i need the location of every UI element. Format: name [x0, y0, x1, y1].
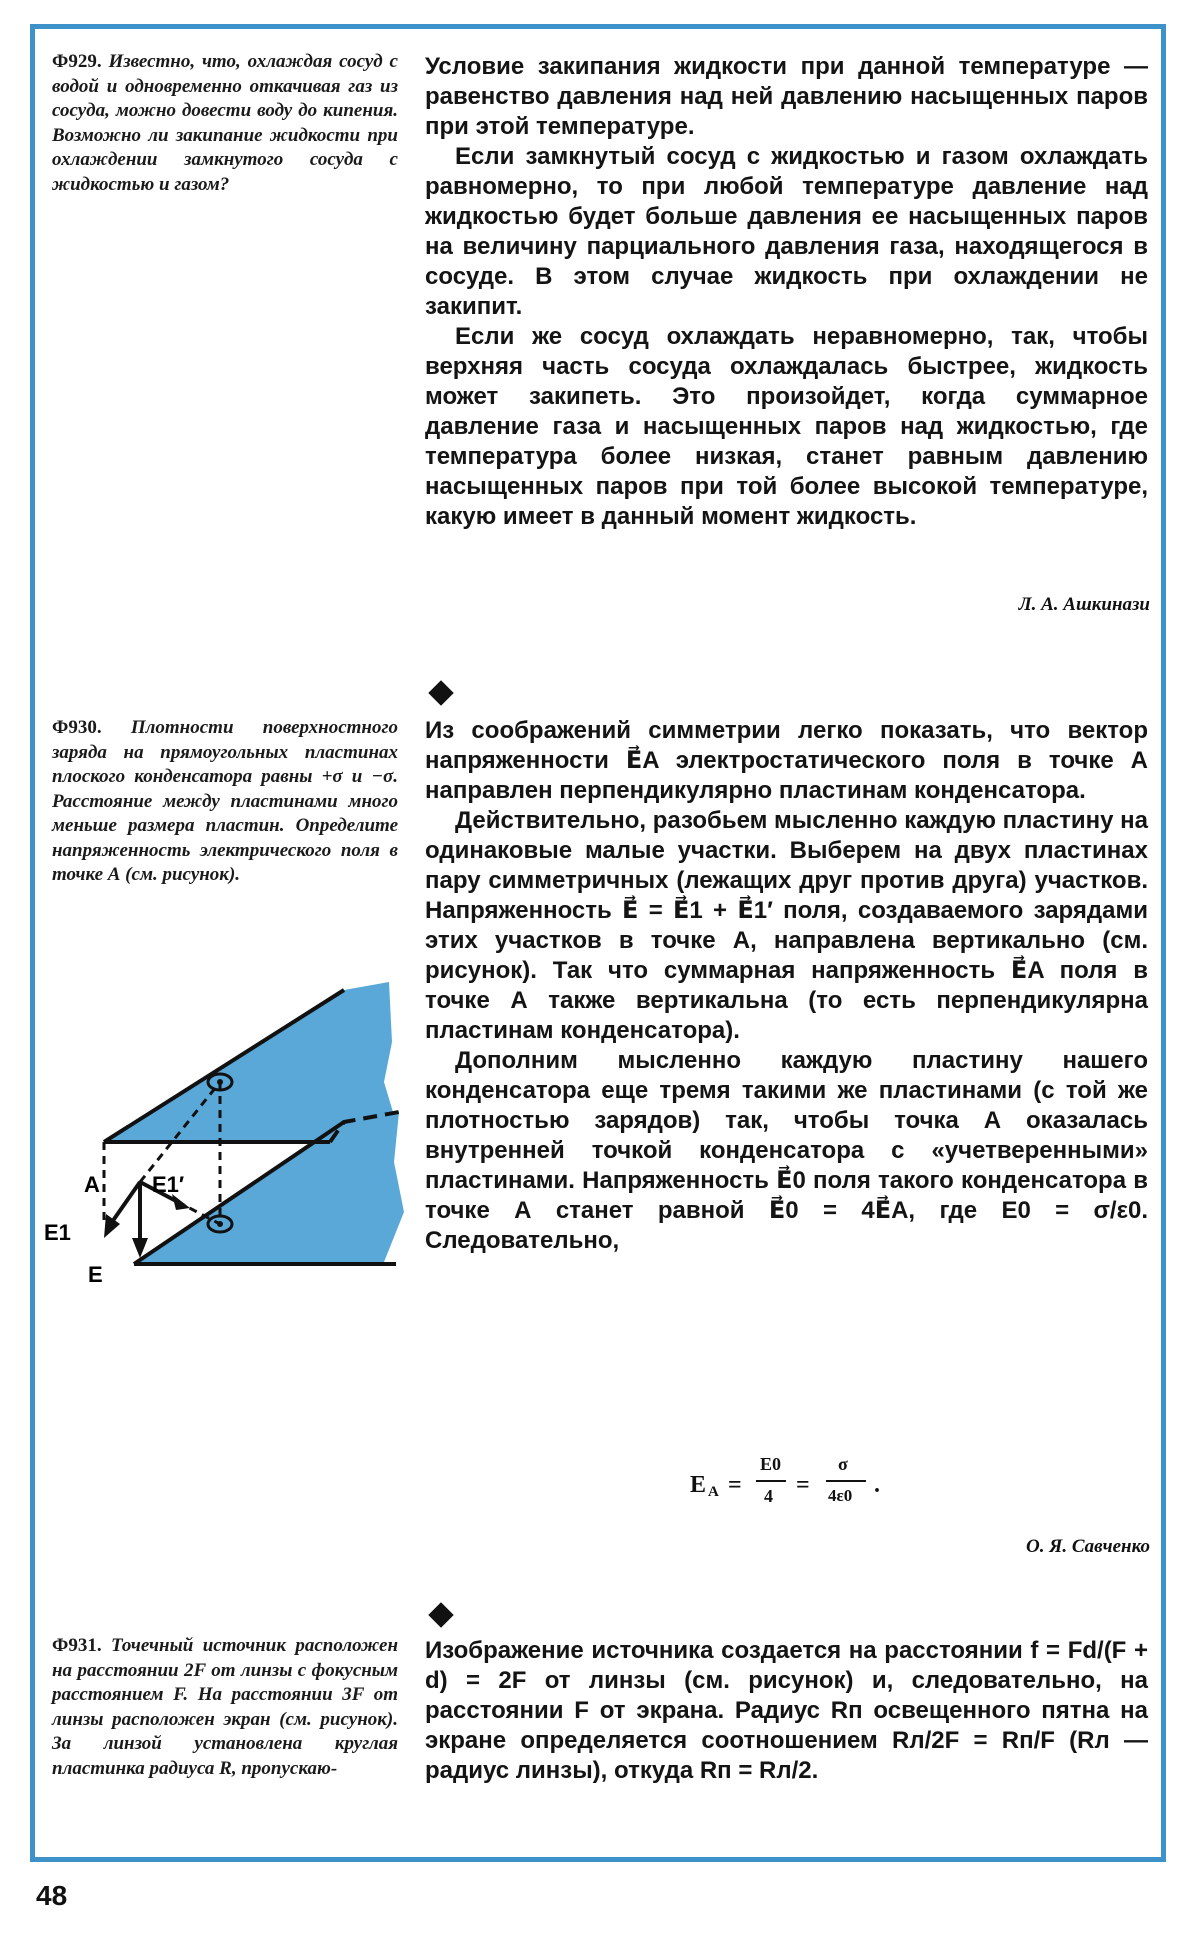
problem-f930 — [52, 716, 398, 888]
problem-f929 — [52, 50, 398, 197]
formula-denominator: 4 — [764, 1486, 773, 1506]
answer-paragraph: Из соображений симметрии легко показать, что вектор напряженности E⃗A электростатического поля в точке А направлен перпендикулярно пластинам конденсатора. — [425, 717, 1148, 804]
label-e: E — [88, 1262, 103, 1287]
problem-question: Плотности поверхностного заряда на прямоугольных пластинах плоского конденсатора равны +σ и −σ. Расстояние между пластинами много меньше размера пластин. Определите напряженность электрического поля в точке А (см. рисунок). — [52, 717, 398, 885]
label-e1-prime: E1′ — [152, 1172, 185, 1197]
problem-number: Ф931. — [52, 1635, 102, 1656]
answer-f930 — [425, 716, 1148, 1256]
problem-number: Ф929. — [52, 51, 102, 72]
problem-question: Известно, что, охлаждая сосуд с водой и одновременно откачивая газ из сосуда, можно довести воду до кипения. Возможно ли закипание жидкости при охлаждении замкнутого сосуда с жидкостью и газом? — [52, 51, 398, 195]
label-e1: E1 — [44, 1220, 71, 1245]
formula-numerator: σ — [838, 1454, 848, 1474]
page-number: 48 — [36, 1880, 68, 1911]
answer-f931 — [425, 1636, 1148, 1786]
formula-numerator: E0 — [760, 1454, 782, 1474]
author-f930: О. Я. Савченко — [1026, 1536, 1150, 1557]
answer-paragraph: Если же сосуд охлаждать неравномерно, так, чтобы верхняя часть сосуда охлаждалась быстрее, жидкость может закипеть. Это произойдет, когда суммарное давление газа и насыщенных паров над жидкостью, где температура более низкая, станет равным давлению насыщенных паров при той более высокой температуре, какую имеет в данный момент жидкость. — [425, 323, 1148, 530]
upper-plate — [104, 982, 396, 1142]
formula-denominator: 4ε0 — [828, 1486, 853, 1505]
answer-paragraph: Изображение источника создается на расстоянии f = Fd/(F + d) = 2F от линзы (см. рисунок) и, следовательно, на расстоянии F от экрана. Радиус Rп освещенного пятна на экране определяется соотношением Rл/2F = Rп/F (Rл — радиус линзы), откуда Rп = Rл/2. — [425, 1637, 1148, 1784]
answer-f929 — [425, 52, 1148, 532]
answer-paragraph: Действительно, разобьем мысленно каждую пластину на одинаковые малые участки. Выберем на двух пластинах пару симметричных (лежащих друг против друга) участков. Напряженность E⃗ = E⃗1 + E⃗1′ поля, создаваемого зарядами этих участков в точке А, направлена вертикально (см. рисунок). Так что суммарная напряженность E⃗A поля в точке А также вертикальна (то есть перпендикулярна пластинам конденсатора). — [425, 807, 1148, 1044]
vector-e1 — [112, 1182, 140, 1222]
formula-equals: = — [796, 1472, 810, 1498]
capacitor-figure — [44, 982, 404, 1302]
author-f929: Л. А. Ашкинази — [1018, 594, 1150, 615]
answer-paragraph: Дополним мысленно каждую пластину нашего конденсатора еще тремя такими же пластинами (с той же плотностью зарядов) так, чтобы точка А оказалась внутренней точкой конденсатора с «учетверенными» пластинами. Напряженность E⃗0 поля такого конденсатора в точке А станет равной E⃗0 = 4E⃗A, где E0 = σ/ε0. Следовательно, — [425, 1047, 1148, 1254]
formula-equals: = — [728, 1472, 742, 1498]
problem-f931 — [52, 1634, 398, 1781]
formula-lhs: E — [690, 1472, 707, 1498]
formula-lhs-sub: A — [708, 1484, 719, 1500]
problem-number: Ф930. — [52, 717, 102, 738]
formula-ea — [690, 1454, 940, 1524]
formula-end: . — [874, 1472, 880, 1498]
problem-question: Точечный источник расположен на расстоянии 2F от линзы с фокусным расстоянием F. На расстоянии 3F от линзы расположен экран (см. рисунок). За линзой установлена круглая пластинка радиуса R, пропускаю- — [52, 1635, 398, 1779]
answer-paragraph: Если замкнутый сосуд с жидкостью и газом охлаждать равномерно, то при любой температуре давление над жидкостью будет больше давления ее насыщенных паров на величину парциального давления газа, находящегося в сосуде. В этом случае жидкость при охлаждении не закипит. — [425, 143, 1148, 320]
answer-paragraph: Условие закипания жидкости при данной температуре — равенство давления над ней давлению насыщенных паров при этой температуре. — [425, 53, 1148, 140]
label-a: A — [84, 1172, 100, 1197]
